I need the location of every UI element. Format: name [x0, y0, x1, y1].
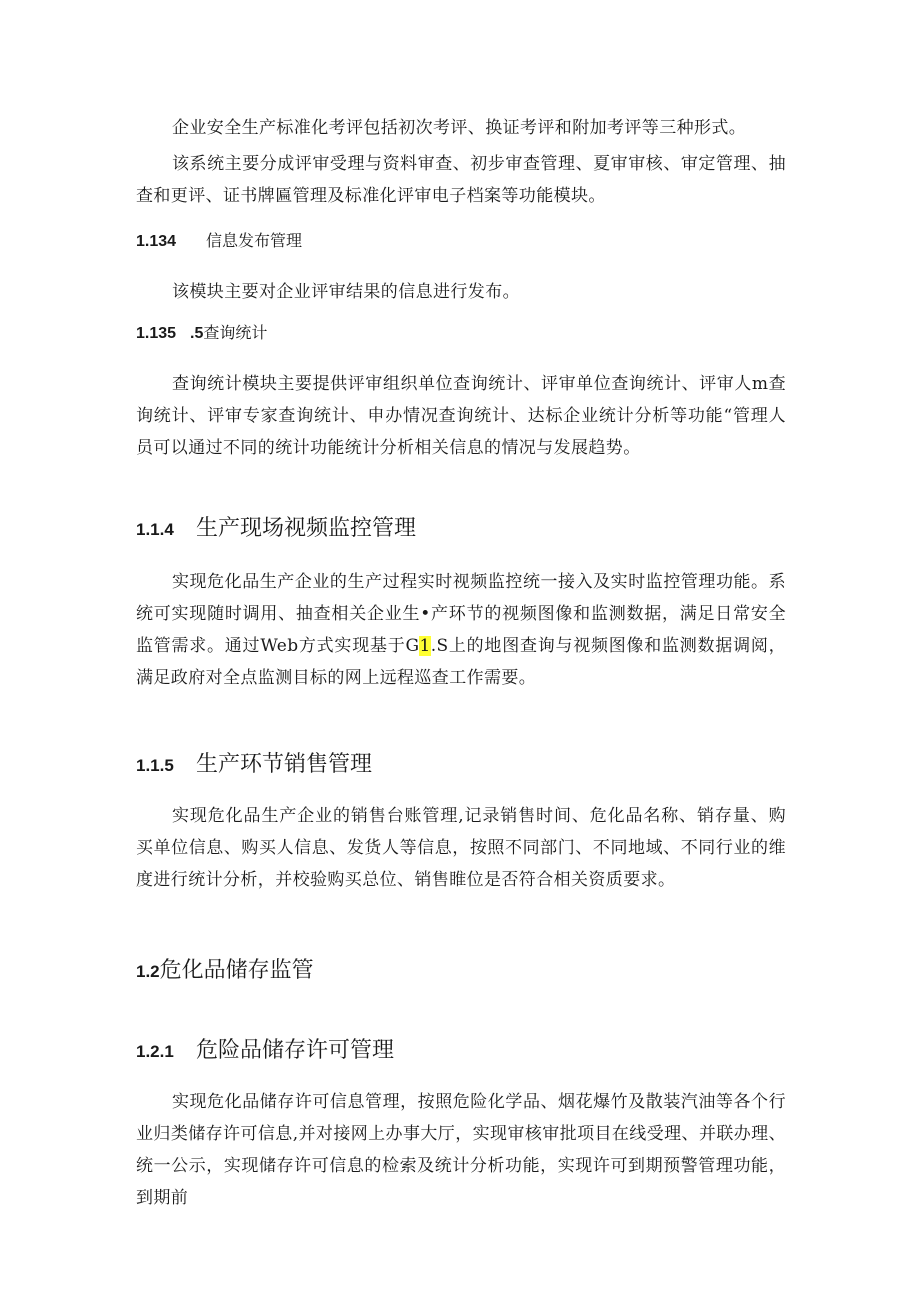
section-heading-1-2 [136, 955, 314, 987]
section-title: 危化品储存监管 [159, 957, 314, 982]
section-title: 危险品储存许可管理 [196, 1037, 395, 1062]
section-heading-1-1-4 [136, 513, 416, 545]
section-title: 信息发布管理 [206, 233, 303, 250]
section-number-suffix: .5 [190, 325, 204, 342]
paragraph-assessment-forms: 企业安全生产标准化考评包括初次考评、换证考评和附加考评等三种形式。 [172, 118, 747, 138]
section-heading-1-2-1 [136, 1035, 394, 1067]
section-number: 1.1.4 [136, 520, 174, 539]
paragraph-storage-license: 实现危化品储存许可信息管理，按照危险化学品、烟花爆竹及散装汽油等各个行业归类储存许可信息,并对接网上办事大厅，实现审核审批项目在线受理、并联办理、统一公示，实现储存许可信息的检索及统计分析功能，实现许可到期预警管理功能，到期前 [136, 1092, 786, 1208]
highlighted-text: 1 [419, 636, 431, 656]
section-title: 生产环节销售管理 [196, 751, 373, 776]
section-number: 1.134 [136, 233, 177, 250]
paragraph-system-modules: 该系统主要分成评审受理与资料审查、初步审查管理、夏审审核、审定管理、抽查和更评、证书牌匾管理及标准化评审电子档案等功能模块。 [136, 154, 786, 206]
section-title: 查询统计 [203, 325, 268, 342]
paragraph-info-publish: 该模块主要对企业评审结果的信息进行发布。 [172, 282, 520, 302]
section-number: 1.1.5 [136, 756, 174, 775]
section-number: 1.2.1 [136, 1042, 174, 1061]
section-title: 生产现场视频监控管理 [196, 515, 417, 540]
section-number: 1.135 [136, 325, 177, 342]
section-heading-1-135 [136, 322, 267, 346]
section-number: 1.2 [136, 962, 160, 981]
section-heading-1-1-5 [136, 749, 372, 781]
paragraph-video-monitoring: 实现危化品生产企业的生产过程实时视频监控统一接入及实时监控管理功能。系统可实现随时调用、抽查相关企业生•产环节的视频图像和监测数据，满足日常安全监管需求。通过Web方式实现基于G1.S上的地图查询与视频图像和监测数据调阅，满足政府对全点监测目标的网上远程巡查工作需要。 [136, 572, 786, 688]
paragraph-query-statistics: 查询统计模块主要提供评审组织单位查询统计、评审单位查询统计、评审人m查询统计、评审专家查询统计、申办情况查询统计、达标企业统计分析等功能“管理人员可以通过不同的统计功能统计分析相关信息的情况与发展趋势。 [136, 374, 786, 458]
section-heading-1-134 [136, 230, 302, 254]
paragraph-sales-management: 实现危化品生产企业的销售台账管理,记录销售时间、危化品名称、销存量、购买单位信息、购买人信息、发货人等信息，按照不同部门、不同地域、不同行业的维度进行统计分析，并校验购买总位、销售睢位是否符合相关资质要求。 [136, 806, 786, 890]
